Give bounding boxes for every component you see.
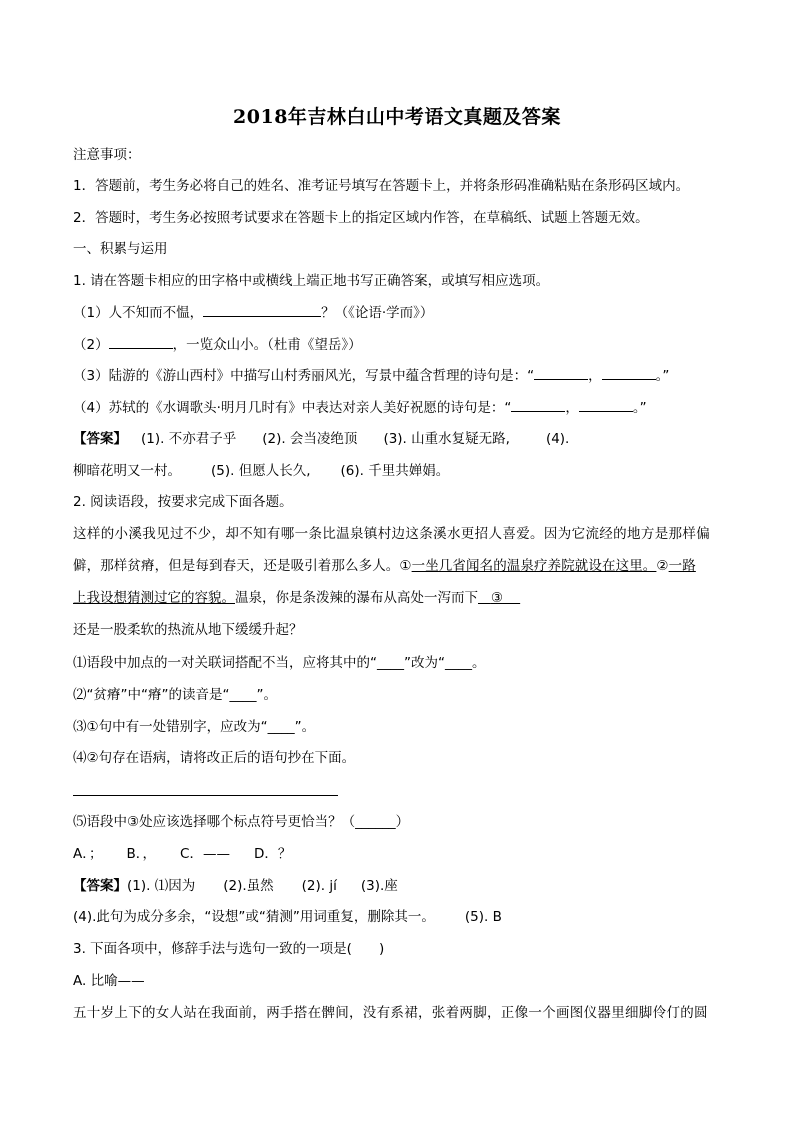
question-1-part-2 <box>73 334 362 355</box>
part-4-sep: ， <box>565 400 579 416</box>
answer-5: (5). 但愿人长久, <box>211 463 311 479</box>
passage-line-1: 这样的小溪我见过不少，却不知有哪一条比温泉镇村边这条溪水更招人喜爱。因为它流经的地方是那样偏 <box>73 526 711 542</box>
question-2-stem: 2. 阅读语段，按要求完成下面各题。 <box>73 494 293 510</box>
question-2-answer <box>73 876 398 896</box>
passage-blank-3 <box>478 590 520 606</box>
answer-5: (4).此句为成分多余，“设想”或“猜测”用词重复，删除其一。 <box>73 909 435 925</box>
part-3-text-b: 。” <box>655 368 670 384</box>
answer-blank <box>579 397 633 412</box>
part-1-text-a: （1）人不知而不愠， <box>73 305 204 321</box>
question-1-answer-cont <box>73 461 449 481</box>
answer-1: (1). ⑴因为 <box>127 878 196 894</box>
option-a: A．； <box>73 846 103 862</box>
option-b: B．， <box>126 846 157 862</box>
question-1-part-3 <box>73 365 669 386</box>
answer-blank <box>602 365 656 380</box>
answer-4: (4). <box>545 431 570 447</box>
answer-4-text: 柳暗花明又一村。 <box>73 463 181 479</box>
answer-4: (3).座 <box>360 878 398 894</box>
notice-heading: 注意事项： <box>73 147 141 163</box>
passage-line-3 <box>73 588 520 608</box>
passage-sentence-1: 一坐几省闻名的温泉疗养院就设在这里。 <box>411 558 657 574</box>
answer-line <box>73 795 338 796</box>
part-2-text-b: ，一览众山小。（杜甫《望岳》） <box>172 337 362 353</box>
notice-item-2: 2．答题时，考生务必按照考试要求在答题卡上的指定区域内作答，在草稿纸、试题上答题无效。 <box>73 210 649 226</box>
passage-sentence-2: 一路 <box>668 558 696 574</box>
question-1-part-1 <box>73 302 433 323</box>
sub-question-3: ⑶①句中有一处错别字，应改为“____”。 <box>73 719 316 735</box>
sub-question-4: ⑷②句存在语病，请将改正后的语句抄在下面。 <box>73 750 356 766</box>
part-3-text-a: （3）陆游的《游山西村》中描写山村秀丽风光，写景中蕴含哲理的诗句是：“ <box>73 368 535 384</box>
question-3-option-a: A. 比喻—— <box>73 973 145 989</box>
option-d: D．？ <box>253 846 292 862</box>
passage-line-4: 还是一股柔软的热流从地下缓缓升起？ <box>73 622 303 638</box>
answer-1: (1). 不亦君子乎 <box>141 431 237 447</box>
question-1-part-4 <box>73 397 647 418</box>
question-2-answer-cont <box>73 907 502 927</box>
passage-sentence-2-cont: 上我设想猜测过它的容貌。 <box>73 590 235 606</box>
passage-text: 僻，那样贫瘠，但是每到春天，还是吸引着那么多人。① <box>73 558 412 574</box>
part-4-text-b: 。” <box>632 400 647 416</box>
answer-blank <box>203 302 321 317</box>
sub-question-5: ⑸语段中③处应该选择哪个标点符号更恰当？（______） <box>73 814 410 830</box>
answer-2: (2).虽然 <box>223 878 274 894</box>
passage-mark-2: ② <box>656 558 669 574</box>
question-3-stem: 3. 下面各项中，修辞手法与选句一致的一项是( ) <box>73 941 385 957</box>
part-3-sep: ， <box>588 368 602 384</box>
answer-label: 【答案】 <box>73 878 127 894</box>
part-4-text-a: （4）苏轼的《水调歌头·明月几时有》中表达对亲人美好祝愿的诗句是：“ <box>73 400 512 416</box>
answer-3: (3). 山重水复疑无路, <box>383 431 510 447</box>
section-heading: 一、积累与运用 <box>73 241 168 257</box>
answer-3: (2). jí <box>301 878 337 894</box>
question-1-answer <box>73 429 569 449</box>
passage-line-2 <box>73 556 696 576</box>
sub-question-2: ⑵“贫瘠”中“瘠”的读音是“____”。 <box>73 687 277 703</box>
answer-blank <box>511 397 565 412</box>
question-1-stem: 1. 请在答题卡相应的田字格中或横线上端正地书写正确答案，或填写相应选项。 <box>73 273 550 289</box>
question-3-text: 五十岁上下的女人站在我面前，两手搭在髀间，没有系裙，张着两脚，正像一个画图仪器里细脚伶仃的圆 <box>73 1005 708 1021</box>
part-2-text-a: （2） <box>73 337 109 353</box>
passage-text: 温泉，你是条泼辣的瀑布从高处一泻而下 <box>235 590 478 606</box>
document-title: 2018年吉林白山中考语文真题及答案 <box>233 106 561 128</box>
answer-blank <box>109 334 173 349</box>
answer-label: 【答案】 <box>73 431 127 447</box>
question-2-options <box>73 844 291 864</box>
sub-question-1: ⑴语段中加点的一对关联词搭配不当，应将其中的“____”改为“____。 <box>73 655 486 671</box>
answer-6: (5). B <box>464 909 502 925</box>
answer-2: (2). 会当凌绝顶 <box>262 431 358 447</box>
part-1-text-b: ？（《论语·学而》） <box>321 305 434 321</box>
notice-item-1: 1．答题前，考生务必将自己的姓名、准考证号填写在答题卡上，并将条形码准确粘贴在条形码区域内。 <box>73 178 690 194</box>
passage-mark-3: ③ <box>490 590 503 606</box>
answer-6: (6). 千里共婵娟。 <box>340 463 450 479</box>
answer-blank <box>534 365 588 380</box>
option-c: C．—— <box>180 846 230 862</box>
